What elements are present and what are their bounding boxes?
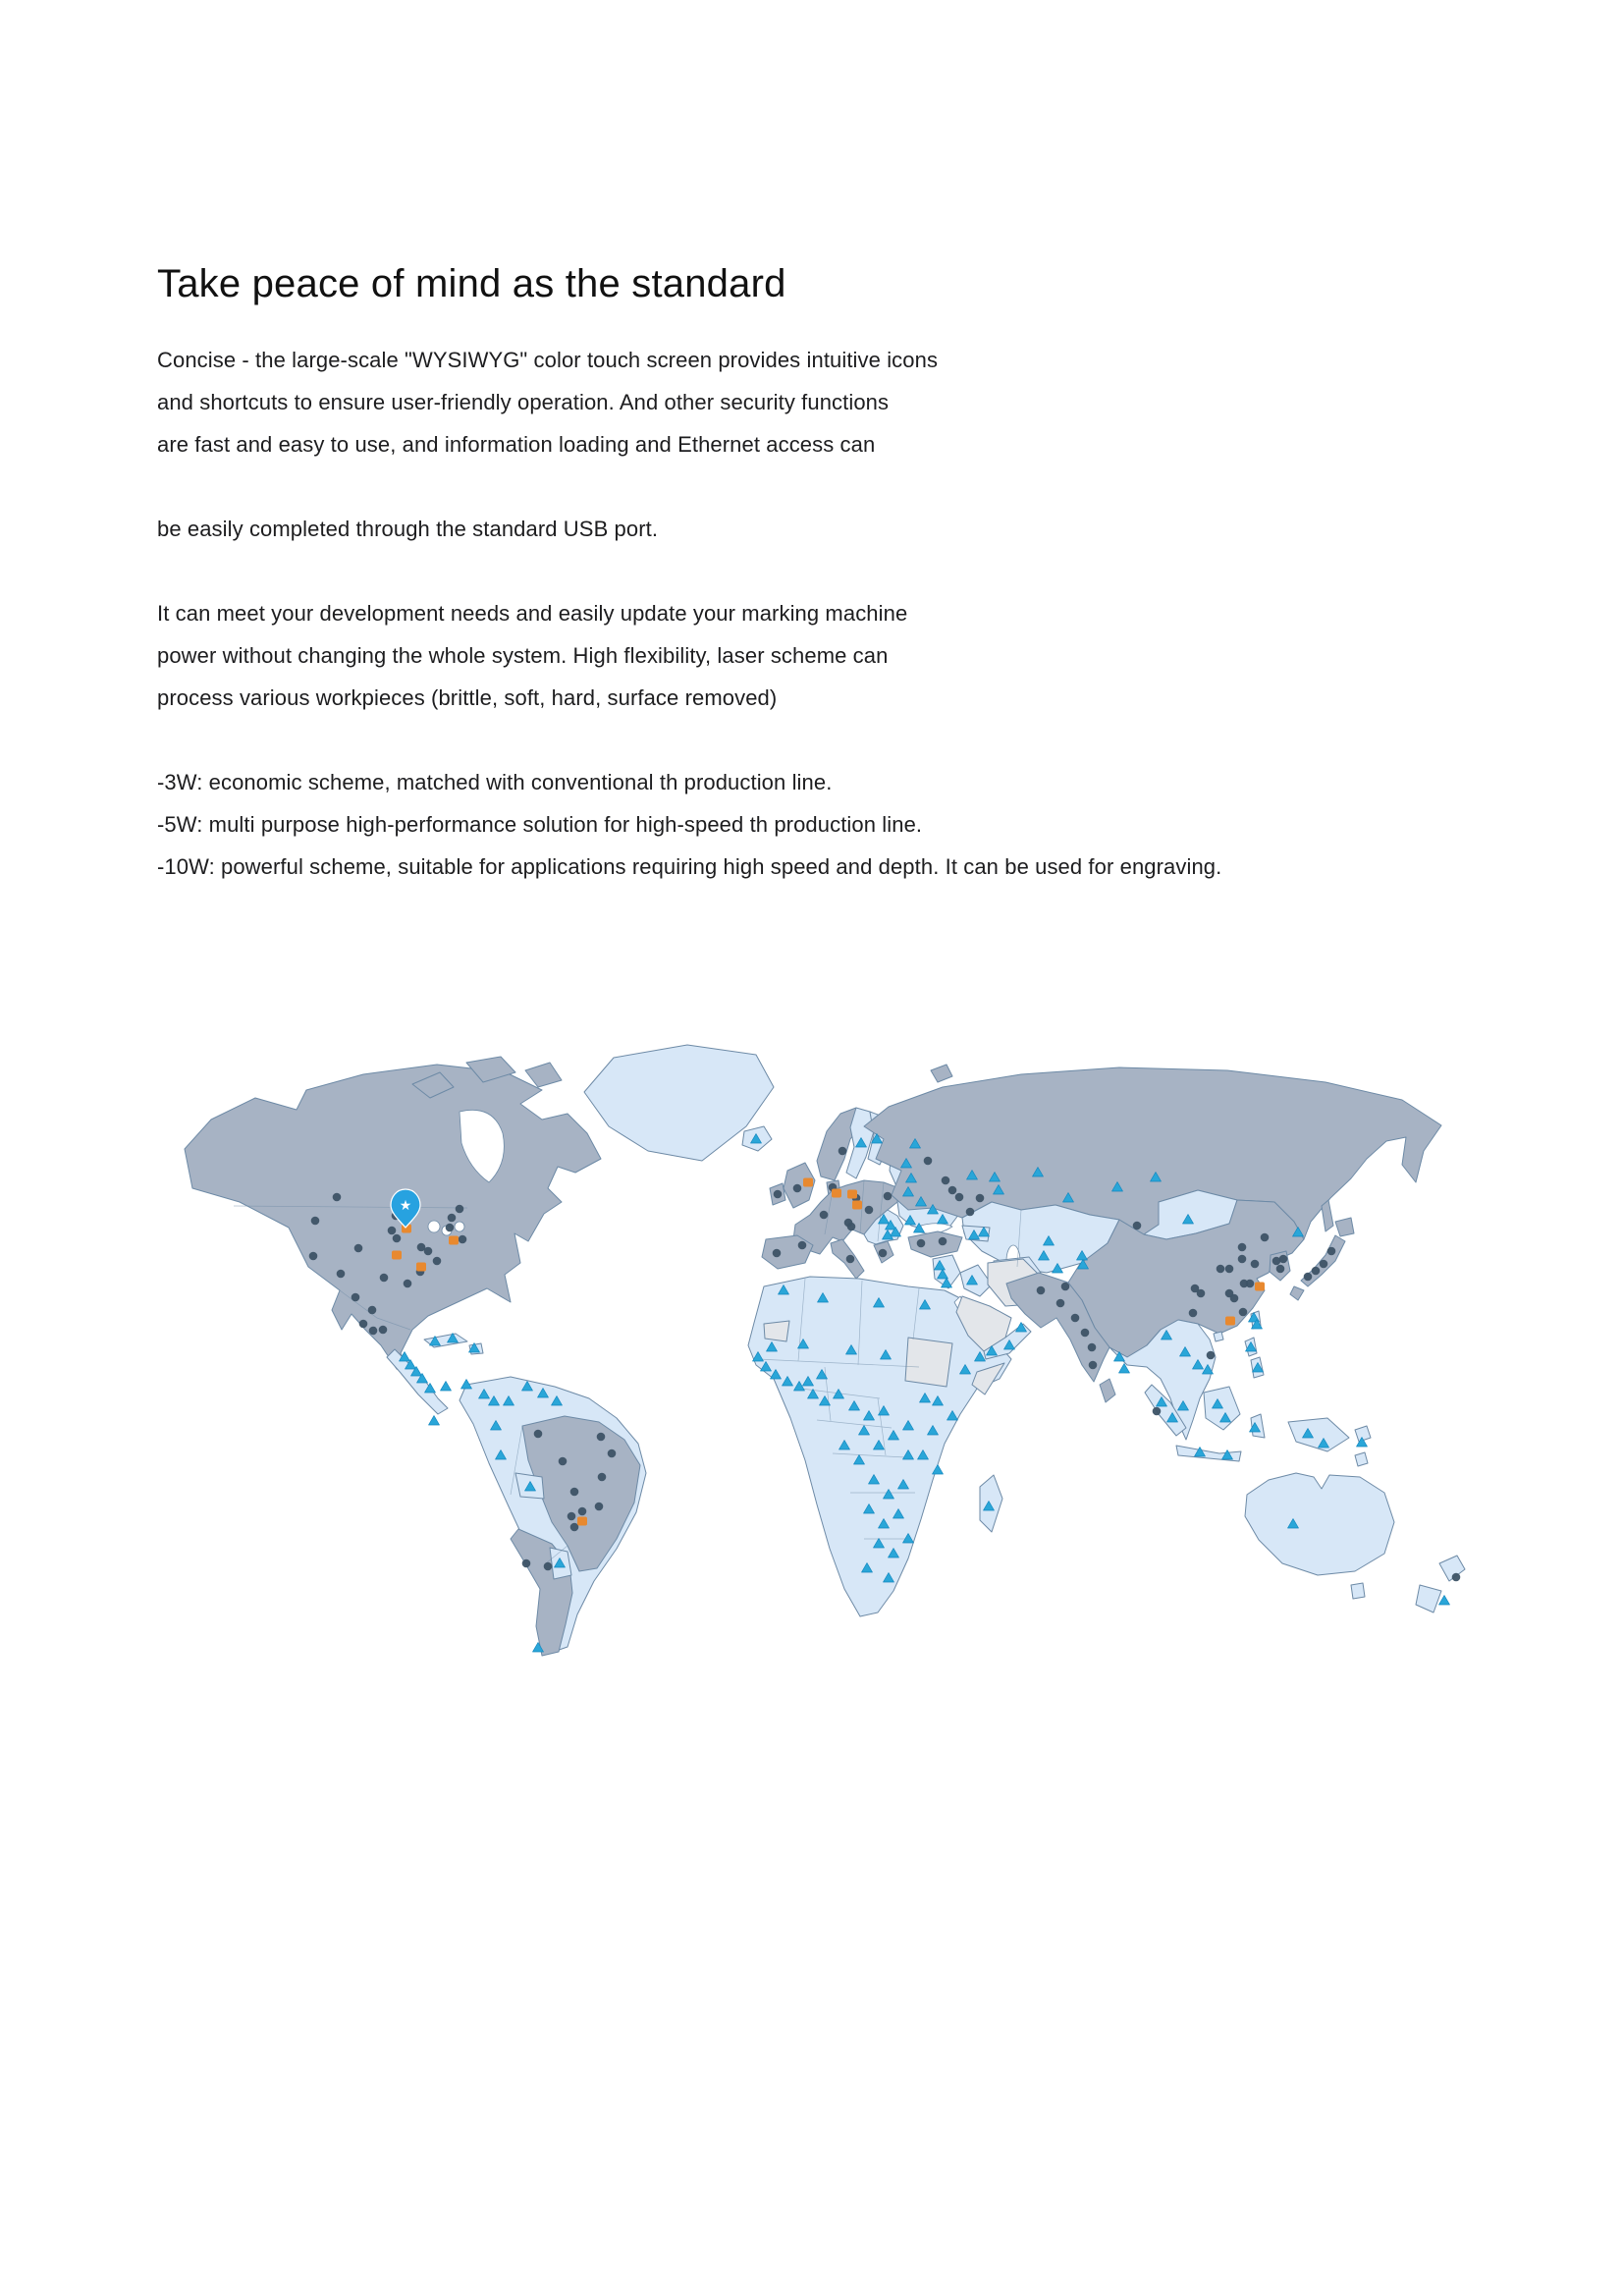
location-dot-marker xyxy=(448,1214,457,1223)
location-dot-marker xyxy=(1061,1283,1070,1291)
location-dot-marker xyxy=(570,1488,579,1497)
location-dot-marker xyxy=(884,1192,893,1201)
location-dot-marker xyxy=(404,1280,412,1288)
location-dot-marker xyxy=(1189,1309,1198,1318)
location-dot-marker xyxy=(798,1241,807,1250)
location-dot-marker xyxy=(773,1249,782,1258)
location-dot-marker xyxy=(337,1270,346,1279)
document-body xyxy=(157,261,1492,930)
region-sri-lanka xyxy=(1100,1379,1115,1402)
world-map-svg xyxy=(177,1033,1492,1662)
location-dot-marker xyxy=(1312,1267,1321,1276)
region-north-america xyxy=(185,1065,601,1375)
location-orange-marker xyxy=(1255,1283,1265,1291)
paragraph-line: -5W: multi purpose high-performance solution for high-speed th production line. xyxy=(157,812,923,837)
location-dot-marker xyxy=(578,1507,587,1516)
body-paragraph-3 xyxy=(157,592,1492,719)
location-dot-marker xyxy=(1088,1343,1097,1352)
world-map xyxy=(177,1033,1492,1662)
location-dot-marker xyxy=(924,1157,933,1166)
location-dot-marker xyxy=(939,1237,947,1246)
location-triangle-marker xyxy=(1439,1596,1450,1606)
paragraph-line: It can meet your development needs and easily update your marking machine xyxy=(157,601,908,626)
region-tasmania xyxy=(1351,1583,1365,1599)
paragraph-line: power without changing the whole system. High flexibility, laser scheme can xyxy=(157,643,889,668)
location-dot-marker xyxy=(369,1327,378,1336)
location-dot-marker xyxy=(1071,1314,1080,1323)
body-paragraph-1 xyxy=(157,339,1492,465)
location-dot-marker xyxy=(354,1244,363,1253)
location-dot-marker xyxy=(917,1239,926,1248)
location-orange-marker xyxy=(577,1517,587,1526)
location-dot-marker xyxy=(820,1211,829,1220)
location-dot-marker xyxy=(352,1293,360,1302)
paragraph-line: and shortcuts to ensure user-friendly operation. And other security functions xyxy=(157,390,890,414)
location-orange-marker xyxy=(449,1236,459,1245)
location-dot-marker xyxy=(793,1184,802,1193)
location-dot-marker xyxy=(1197,1289,1206,1298)
location-dot-marker xyxy=(1320,1260,1328,1269)
location-dot-marker xyxy=(559,1457,568,1466)
location-dot-marker xyxy=(311,1217,320,1226)
location-dot-marker xyxy=(459,1235,467,1244)
location-orange-marker xyxy=(392,1251,402,1260)
location-dot-marker xyxy=(446,1224,455,1232)
location-dot-marker xyxy=(955,1193,964,1202)
location-dot-marker xyxy=(976,1194,985,1203)
paragraph-line: Concise - the large-scale "WYSIWYG" color touch screen provides intuitive icons xyxy=(157,348,939,372)
region-madagascar xyxy=(980,1475,1002,1532)
location-dot-marker xyxy=(1452,1573,1461,1582)
star-icon: ★ xyxy=(399,1198,412,1214)
location-dot-marker xyxy=(1153,1407,1162,1416)
location-dot-marker xyxy=(1133,1222,1142,1230)
location-orange-marker xyxy=(847,1190,857,1199)
great-lake xyxy=(455,1222,464,1231)
location-dot-marker xyxy=(544,1562,553,1571)
location-dot-marker xyxy=(1037,1286,1046,1295)
region-iraq xyxy=(960,1265,992,1296)
location-orange-marker xyxy=(832,1189,841,1198)
location-dot-marker xyxy=(368,1306,377,1315)
location-dot-marker xyxy=(1276,1265,1285,1274)
location-dot-marker xyxy=(1089,1361,1098,1370)
location-dot-marker xyxy=(1238,1243,1247,1252)
location-dot-marker xyxy=(865,1206,874,1215)
location-dot-marker xyxy=(1056,1299,1065,1308)
location-orange-marker xyxy=(1225,1317,1235,1326)
region-western-sahara xyxy=(764,1321,789,1341)
region-japan-kyushu xyxy=(1290,1286,1304,1300)
paragraph-line: -10W: powerful scheme, suitable for applications requiring high speed and depth. It can be used for engraving. xyxy=(157,854,1222,879)
location-dot-marker xyxy=(774,1190,783,1199)
location-dot-marker xyxy=(1225,1265,1234,1274)
region-hainan xyxy=(1214,1332,1223,1341)
location-dot-marker xyxy=(942,1176,950,1185)
region-sakhalin xyxy=(1322,1200,1333,1231)
location-dot-marker xyxy=(608,1449,617,1458)
location-dot-marker xyxy=(595,1503,604,1511)
location-dot-marker xyxy=(456,1205,464,1214)
location-orange-marker xyxy=(852,1201,862,1210)
location-dot-marker xyxy=(948,1186,957,1195)
great-lake xyxy=(428,1221,440,1232)
continents xyxy=(185,1045,1465,1656)
location-dot-marker xyxy=(379,1326,388,1335)
location-triangle-marker xyxy=(441,1382,452,1392)
location-dot-marker xyxy=(1217,1265,1225,1274)
location-orange-marker xyxy=(416,1263,426,1272)
region-svalbard xyxy=(931,1065,952,1082)
location-dot-marker xyxy=(846,1255,855,1264)
location-dot-marker xyxy=(522,1559,531,1568)
location-dot-marker xyxy=(1261,1233,1270,1242)
location-dot-marker xyxy=(1207,1351,1216,1360)
location-dot-marker xyxy=(393,1234,402,1243)
paragraph-line: process various workpieces (brittle, soft, hard, surface removed) xyxy=(157,685,778,710)
paragraph-line: -3W: economic scheme, matched with conventional th production line. xyxy=(157,770,833,794)
location-dot-marker xyxy=(1327,1247,1336,1256)
region-turkey xyxy=(908,1231,962,1257)
location-dot-marker xyxy=(966,1208,975,1217)
region-australia xyxy=(1245,1473,1394,1575)
location-orange-marker xyxy=(803,1178,813,1187)
location-dot-marker xyxy=(1238,1255,1247,1264)
region-russia xyxy=(864,1067,1441,1239)
location-dot-marker xyxy=(1239,1308,1248,1317)
location-dot-marker xyxy=(388,1227,397,1235)
location-dot-marker xyxy=(1304,1273,1313,1282)
location-dot-marker xyxy=(380,1274,389,1283)
location-dot-marker xyxy=(597,1433,606,1442)
location-dot-marker xyxy=(570,1523,579,1532)
location-dot-marker xyxy=(424,1247,433,1256)
location-dot-marker xyxy=(1251,1260,1260,1269)
location-dot-marker xyxy=(359,1320,368,1329)
location-dot-marker xyxy=(333,1193,342,1202)
body-paragraph-4 xyxy=(157,761,1492,888)
page-title: Take peace of mind as the standard xyxy=(157,262,786,305)
paragraph-line: are fast and easy to use, and information loading and Ethernet access can xyxy=(157,432,876,457)
region-sudan xyxy=(905,1338,952,1387)
location-dot-marker xyxy=(1081,1329,1090,1338)
body-paragraph-2 xyxy=(157,508,1492,550)
location-dot-marker xyxy=(879,1249,888,1258)
location-triangle-marker xyxy=(429,1416,440,1426)
location-dot-marker xyxy=(1230,1294,1239,1303)
paragraph-line: be easily completed through the standard USB port. xyxy=(157,517,659,541)
location-dot-marker xyxy=(839,1147,847,1156)
location-dot-marker xyxy=(598,1473,607,1482)
location-dot-marker xyxy=(534,1430,543,1439)
location-dot-marker xyxy=(1246,1280,1255,1288)
location-dot-marker xyxy=(1279,1255,1288,1264)
location-dot-marker xyxy=(568,1512,576,1521)
location-dot-marker xyxy=(309,1252,318,1261)
location-dot-marker xyxy=(847,1223,856,1231)
region-iberia xyxy=(762,1235,813,1269)
location-dot-marker xyxy=(433,1257,442,1266)
region-japan-hokkaido xyxy=(1335,1218,1354,1236)
